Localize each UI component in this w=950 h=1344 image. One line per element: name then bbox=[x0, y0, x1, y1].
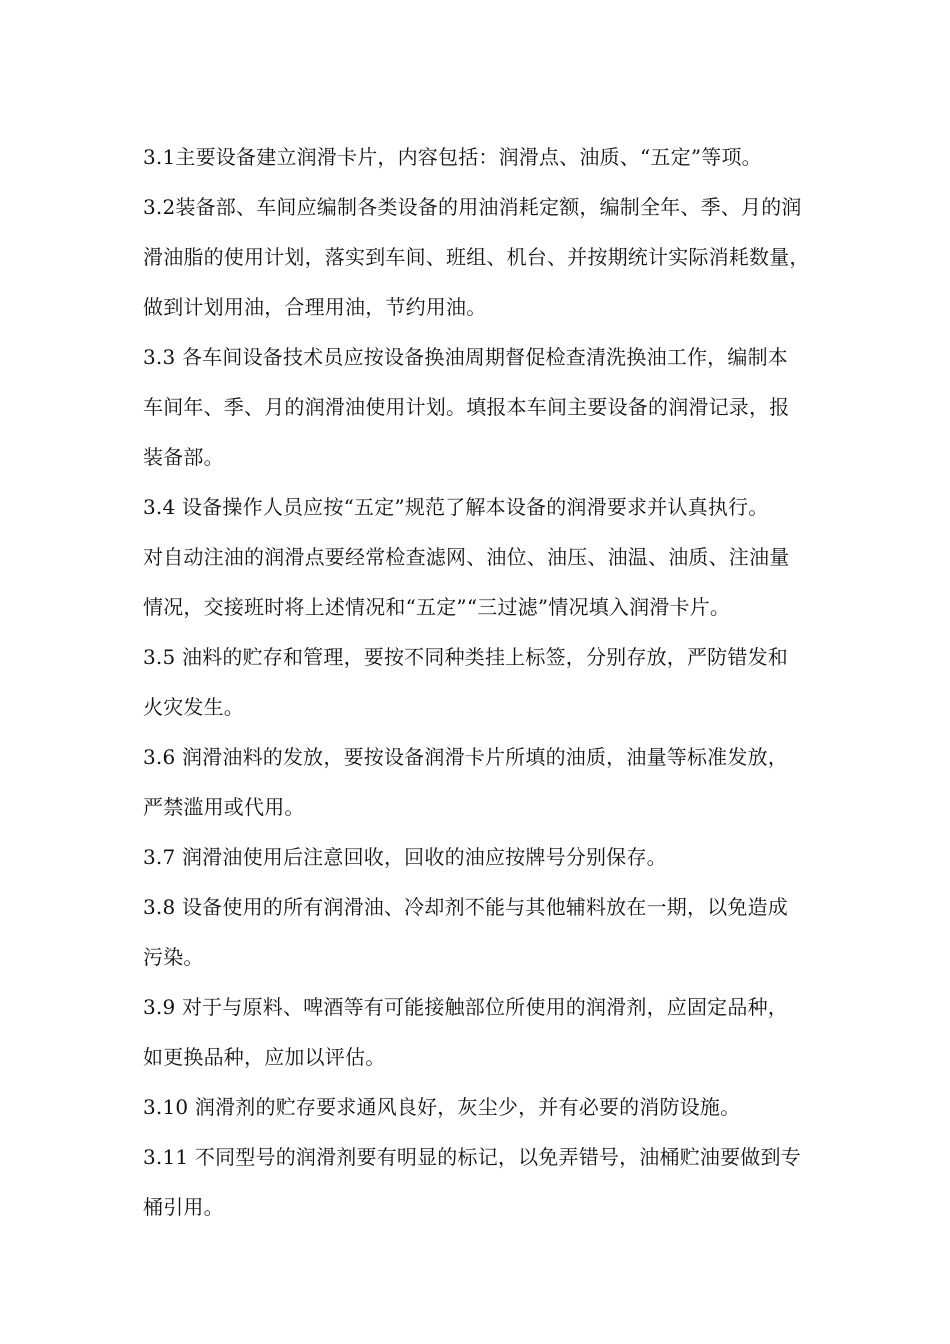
text-line: 严禁滥用或代用。 bbox=[143, 795, 305, 819]
text-line: 3.7 润滑油使用后注意回收，回收的油应按牌号分别保存。 bbox=[143, 845, 667, 869]
text-line: 3.9 对于与原料、啤酒等有可能接触部位所使用的润滑剂，应固定品种， bbox=[143, 995, 788, 1019]
text-line: 3.1主要设备建立润滑卡片，内容包括：润滑点、油质、“五定”等项。 bbox=[143, 145, 762, 169]
text-line: 滑油脂的使用计划，落实到车间、班组、机台、并按期统计实际消耗数量， bbox=[143, 245, 810, 269]
text-line: 3.3 各车间设备技术员应按设备换油周期督促检查清洗换油工作，编制本 bbox=[143, 345, 788, 369]
text-line: 3.5 油料的贮存和管理，要按不同种类挂上标签，分别存放，严防错发和 bbox=[143, 645, 788, 669]
text-line: 车间年、季、月的润滑油使用计划。填报本车间主要设备的润滑记录，报 bbox=[143, 395, 790, 419]
text-line: 污染。 bbox=[143, 945, 204, 969]
text-line: 装备部。 bbox=[143, 445, 224, 469]
document-body bbox=[143, 132, 823, 1232]
text-line: 如更换品种，应加以评估。 bbox=[143, 1045, 386, 1069]
text-line: 情况，交接班时将上述情况和“五定”“三过滤”情况填入润滑卡片。 bbox=[143, 595, 731, 619]
text-line: 3.11 不同型号的润滑剂要有明显的标记，以免弄错号，油桶贮油要做到专 bbox=[143, 1145, 801, 1169]
text-line: 3.2装备部、车间应编制各类设备的用油消耗定额，编制全年、季、月的润 bbox=[143, 195, 802, 219]
text-line: 3.4 设备操作人员应按“五定”规范了解本设备的润滑要求并认真执行。 bbox=[143, 495, 769, 519]
text-line: 3.10 润滑剂的贮存要求通风良好，灰尘少，并有必要的消防设施。 bbox=[143, 1095, 741, 1119]
text-line: 做到计划用油，合理用油，节约用油。 bbox=[143, 295, 487, 319]
text-line: 3.6 润滑油料的发放，要按设备润滑卡片所填的油质，油量等标准发放， bbox=[143, 745, 788, 769]
text-line: 3.8 设备使用的所有润滑油、冷却剂不能与其他辅料放在一期，以免造成 bbox=[143, 895, 788, 919]
text-line: 桶引用。 bbox=[143, 1195, 224, 1219]
text-line: 火灾发生。 bbox=[143, 695, 244, 719]
text-line: 对自动注油的润滑点要经常检查滤网、油位、油压、油温、油质、注油量 bbox=[143, 545, 790, 569]
